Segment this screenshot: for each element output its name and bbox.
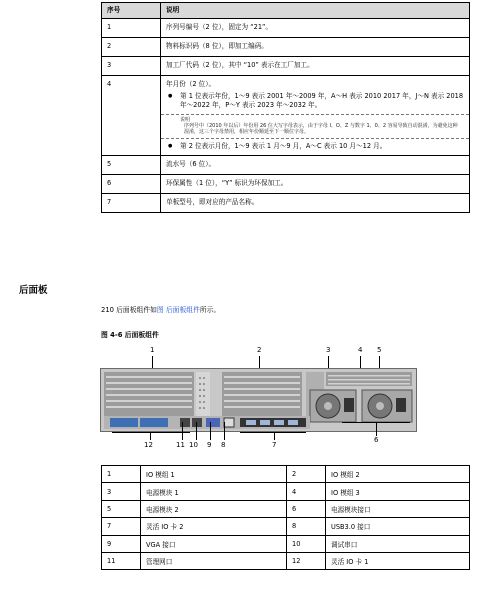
leader-line bbox=[224, 422, 225, 440]
bullet-month: ● 第 2 位表示月份，1～9 表示 1 月～9 月，A～C 表示 10 月～12 月。 bbox=[168, 142, 464, 151]
table-row bbox=[102, 76, 470, 156]
item-desc: IO 模组 3 bbox=[326, 483, 470, 500]
rear-panel-legend-table bbox=[101, 465, 470, 570]
callout-2: 2 bbox=[257, 346, 262, 354]
row-desc: 年月份（2 位）。 bbox=[166, 80, 216, 88]
table-row bbox=[102, 57, 470, 76]
note-text: 序列号中（2010 年以后）年份用 26 位大写字母表示，由于字母 I、O、Z 与数字 1、0、2 容易导致自动混淆，为避免这种混淆，这三个字母禁用，相应年份顺延至下一顺位字母。 bbox=[184, 123, 458, 136]
intro-suffix: 所示。 bbox=[199, 306, 221, 314]
leader-line bbox=[210, 422, 211, 440]
note-divider-bottom bbox=[161, 138, 469, 139]
item-no: 11 bbox=[102, 552, 141, 569]
item-no: 5 bbox=[102, 500, 141, 517]
table-header-row bbox=[102, 3, 470, 19]
row-desc: 环保属性（1 位），“Y” 标识为环保加工。 bbox=[161, 174, 470, 193]
table-row bbox=[102, 483, 470, 500]
item-desc: 灵活 IO 卡 1 bbox=[326, 552, 470, 569]
table-row bbox=[102, 552, 470, 569]
item-desc: 管理网口 bbox=[141, 552, 287, 569]
item-no: 1 bbox=[102, 466, 141, 483]
item-desc: 灵活 IO 卡 2 bbox=[141, 518, 287, 535]
item-no: 10 bbox=[287, 535, 326, 552]
table-row bbox=[102, 466, 470, 483]
bullet-year: ● 第 1 位表示年份，1～9 表示 2001 年～2009 年，A～H 表示 2010 2017 年，J～N 表示 2018 年～2022 年，P～Y 表示 2023 年～2032 年。 bbox=[168, 92, 464, 110]
item-desc: USB3.0 接口 bbox=[326, 518, 470, 535]
callout-8: 8 bbox=[221, 441, 226, 449]
intro-prefix: 210 后面板组件如 bbox=[101, 306, 157, 314]
item-desc: 电源模块接口 bbox=[326, 500, 470, 517]
table-row bbox=[102, 38, 470, 57]
item-no: 4 bbox=[287, 483, 326, 500]
header-desc: 说明 bbox=[161, 3, 470, 19]
header-no: 序号 bbox=[102, 3, 161, 19]
bracket-12 bbox=[112, 432, 190, 433]
callout-3: 3 bbox=[326, 346, 331, 354]
item-no: 8 bbox=[287, 518, 326, 535]
callout-5: 5 bbox=[377, 346, 382, 354]
row-no: 2 bbox=[102, 38, 161, 57]
table-row bbox=[102, 193, 470, 212]
row-desc-year-month bbox=[161, 76, 470, 156]
item-no: 7 bbox=[102, 518, 141, 535]
callout-10: 10 bbox=[189, 441, 198, 449]
table-row bbox=[102, 155, 470, 174]
bracket-7 bbox=[240, 432, 306, 433]
table-row bbox=[102, 518, 470, 535]
leader-line bbox=[150, 432, 151, 440]
row-desc: 物料标识码（8 位），即加工编码。 bbox=[161, 38, 470, 57]
item-no: 12 bbox=[287, 552, 326, 569]
item-desc: IO 模组 1 bbox=[141, 466, 287, 483]
callout-11: 11 bbox=[176, 441, 185, 449]
callout-9: 9 bbox=[207, 441, 212, 449]
figure-link[interactable]: 图 后面板组件 bbox=[156, 306, 200, 314]
item-no: 3 bbox=[102, 483, 141, 500]
row-desc: 加工厂代码（2 位），其中 “10” 表示在工厂加工。 bbox=[161, 57, 470, 76]
row-no: 7 bbox=[102, 193, 161, 212]
leader-line bbox=[376, 422, 377, 436]
item-desc: VGA 接口 bbox=[141, 535, 287, 552]
callout-12: 12 bbox=[144, 441, 153, 449]
row-no: 6 bbox=[102, 174, 161, 193]
item-no: 9 bbox=[102, 535, 141, 552]
note-title: 说明 bbox=[180, 117, 191, 123]
row-no: 1 bbox=[102, 19, 161, 38]
leader-line bbox=[196, 422, 197, 440]
table-row bbox=[102, 19, 470, 38]
callout-6: 6 bbox=[374, 436, 379, 444]
serial-number-table bbox=[101, 2, 470, 213]
item-desc: 调试串口 bbox=[326, 535, 470, 552]
callout-4: 4 bbox=[358, 346, 363, 354]
table-row bbox=[102, 174, 470, 193]
item-desc: IO 模组 2 bbox=[326, 466, 470, 483]
row-desc: 序列号编号（2 位），固定为 “21”。 bbox=[161, 19, 470, 38]
item-no: 2 bbox=[287, 466, 326, 483]
table-row bbox=[102, 500, 470, 517]
callout-7: 7 bbox=[272, 441, 277, 449]
intro-paragraph bbox=[101, 304, 220, 314]
row-no: 3 bbox=[102, 57, 161, 76]
item-no: 6 bbox=[287, 500, 326, 517]
leader-line bbox=[274, 432, 275, 440]
note-block bbox=[166, 115, 464, 138]
row-no: 5 bbox=[102, 155, 161, 174]
leader-line bbox=[182, 422, 183, 440]
table-row bbox=[102, 535, 470, 552]
section-title: 后面板 bbox=[19, 285, 48, 296]
row-no: 4 bbox=[102, 76, 161, 156]
callout-1: 1 bbox=[150, 346, 155, 354]
figure-caption: 图 4-6 后面板组件 bbox=[101, 331, 159, 339]
rear-panel-figure bbox=[100, 344, 450, 456]
item-desc: 电源模块 2 bbox=[141, 500, 287, 517]
item-desc: 电源模块 1 bbox=[141, 483, 287, 500]
row-desc: 流水号（6 位）。 bbox=[161, 155, 470, 174]
row-desc: 单板型号，即对应的产品名称。 bbox=[161, 193, 470, 212]
